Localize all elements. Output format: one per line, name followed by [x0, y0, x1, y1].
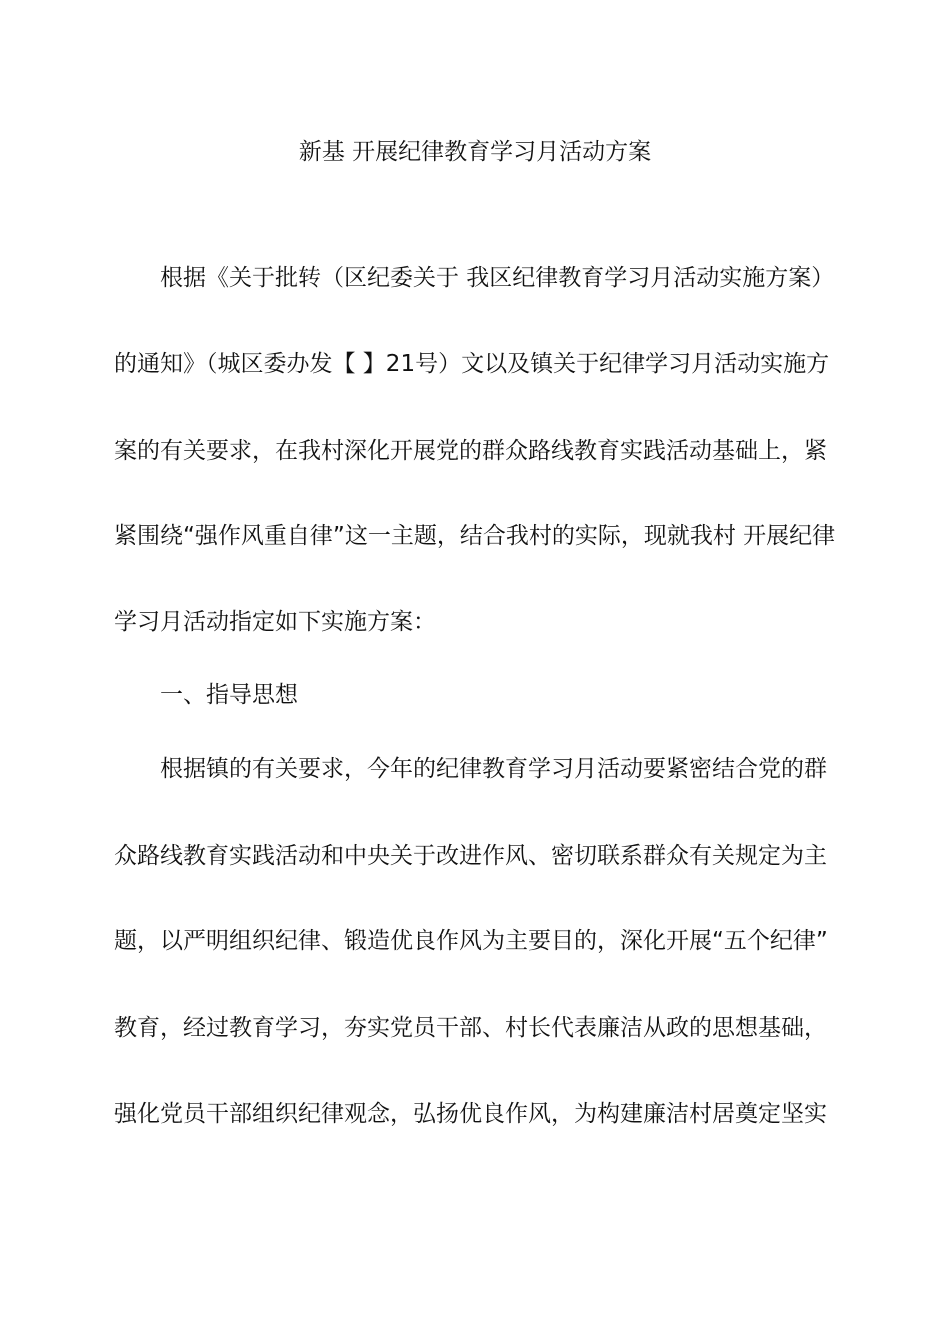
paragraph-line: 根据《关于批转（区纪委关于 我区纪律教育学习月活动实施方案）	[160, 265, 835, 291]
section-heading: 一、指导思想	[160, 682, 298, 708]
paragraph-line: 的通知》（城区委办发【 】21号）文以及镇关于纪律学习月活动实施方	[114, 351, 830, 377]
paragraph-line: 教育，经过教育学习，夯实党员干部、村长代表廉洁从政的思想基础，	[114, 1015, 827, 1041]
paragraph-line: 案的有关要求，在我村深化开展党的群众路线教育实践活动基础上，紧	[114, 438, 827, 464]
paragraph-line: 学习月活动指定如下实施方案：	[114, 609, 436, 635]
paragraph-line: 众路线教育实践活动和中央关于改进作风、密切联系群众有关规定为主	[114, 843, 827, 869]
paragraph-line: 强化党员干部组织纪律观念，弘扬优良作风，为构建廉洁村居奠定坚实	[114, 1101, 827, 1127]
paragraph-line: 根据镇的有关要求，今年的纪律教育学习月活动要紧密结合党的群	[160, 756, 827, 782]
document-title: 新基 开展纪律教育学习月活动方案	[298, 139, 652, 165]
paragraph-line: 题，以严明组织纪律、锻造优良作风为主要目的，深化开展“五个纪律”	[114, 928, 828, 954]
paragraph-line: 紧围绕“强作风重自律”这一主题，结合我村的实际，现就我村 开展纪律	[114, 523, 836, 549]
